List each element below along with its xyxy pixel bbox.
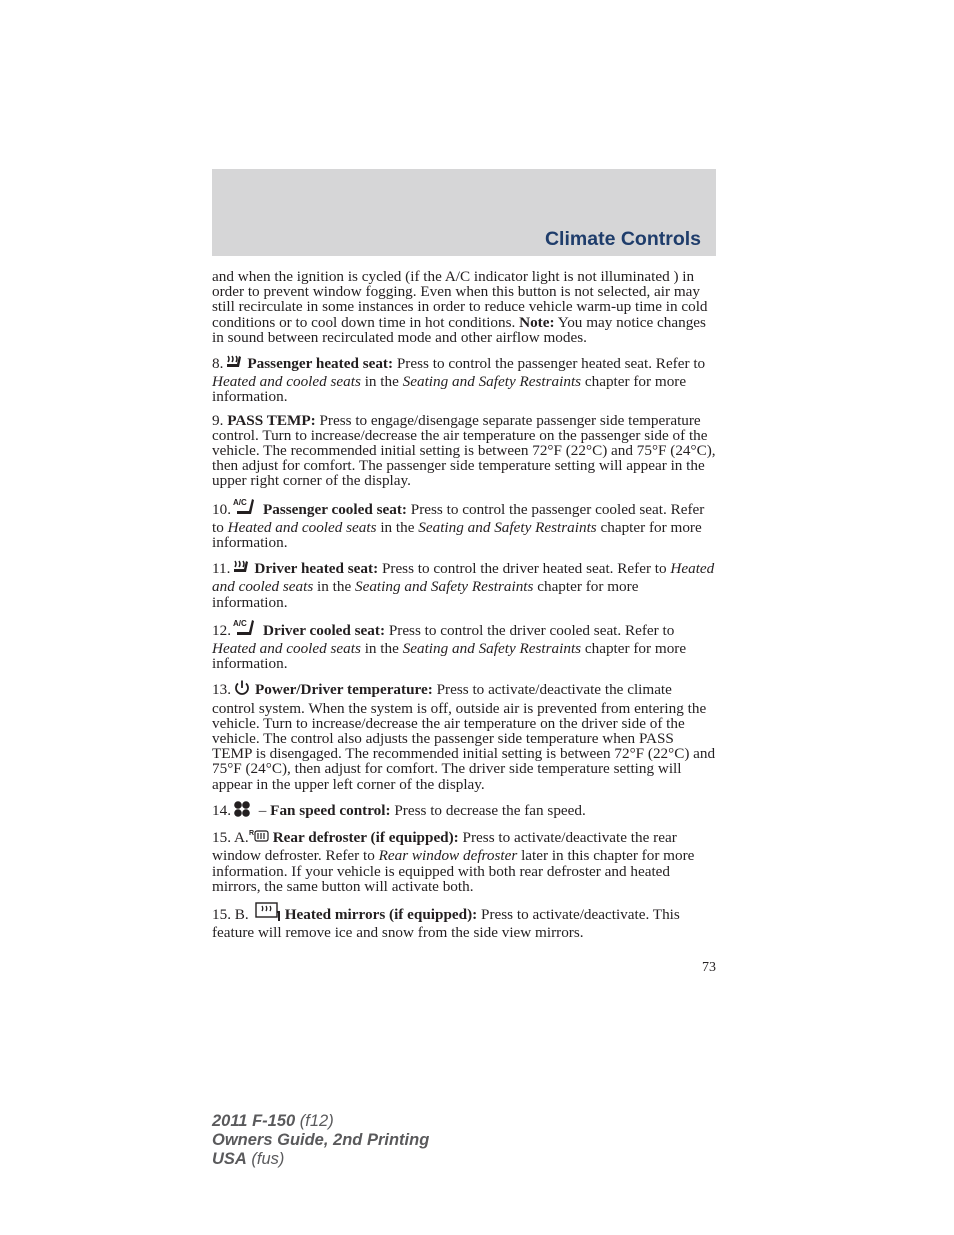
item-number: 11. xyxy=(212,560,231,578)
item-text: Press to activate/deactivate the climate control system. When the system is off, outside air is prevented from entering the vehicle. Turn to increase/decrease the air temperature on the driver side of the vehicle. The control also adjusts the passenger side temperature when PASS TEMP is disengaged. The recommended initial setting is between 72°F (22°C) and 75°F (24°C), then adjust for comfort. The driver side temperature setting will appear in the upper left corner of the display. xyxy=(212,681,716,793)
heated-seat-icon xyxy=(232,558,250,579)
item-text: in the xyxy=(360,640,403,658)
item-text: chapter for more information. xyxy=(212,578,639,611)
footer-code: (f12) xyxy=(295,1112,334,1130)
item-power-driver-temperature xyxy=(212,679,716,791)
section-title: Climate Controls xyxy=(544,228,701,250)
item-pass-temp xyxy=(212,413,716,489)
intro-text: and when the ignition is cycled (if the A/C indicator light is not illuminated ) in order to prevent window fogging. Even when this button is not selected, air may still recirculate in some instances in order to reduce vehicle warm-up time in cold conditions or to cool down time in hot conditions. xyxy=(212,268,708,331)
item-label: Driver heated seat: xyxy=(254,560,379,578)
intro-text-2: You may notice changes in sound between recirculated mode and other airflow modes. xyxy=(212,313,706,346)
rear-defroster-icon xyxy=(249,829,269,848)
item-label: Driver cooled seat: xyxy=(262,621,386,639)
item-text: in the xyxy=(376,518,419,536)
item-ref: Heated and cooled seats xyxy=(212,640,361,658)
section-header-band xyxy=(212,169,716,256)
footer-region-code: (fus) xyxy=(246,1150,285,1168)
svg-text:A/C: A/C xyxy=(232,618,247,628)
fan-icon xyxy=(233,800,251,821)
dash: – xyxy=(254,801,271,819)
footer-line-3 xyxy=(212,1150,429,1169)
item-number: 8. xyxy=(212,355,224,373)
item-number: 15. A. xyxy=(212,829,249,847)
footer-line-2 xyxy=(212,1131,429,1150)
item-driver-heated-seat xyxy=(212,558,716,610)
item-text: Press to control the passenger cooled seat. Refer to xyxy=(212,500,705,536)
heated-mirror-icon xyxy=(255,902,281,925)
item-ref: Heated and cooled seats xyxy=(227,518,377,536)
item-label: PASS TEMP: xyxy=(227,411,316,429)
item-ref: Heated and cooled seats xyxy=(212,560,715,596)
cooled-seat-icon xyxy=(233,497,259,520)
item-ref: Rear window defroster xyxy=(378,847,518,865)
item-label: Fan speed control: xyxy=(270,801,391,819)
item-number: 10. xyxy=(212,500,231,518)
item-label: Power/Driver temperature: xyxy=(254,681,433,699)
item-number: 9. xyxy=(212,411,224,429)
page-number: 73 xyxy=(702,960,716,975)
power-icon xyxy=(233,679,251,700)
footer xyxy=(212,1112,429,1169)
cooled-seat-icon xyxy=(233,618,259,641)
item-text: in the xyxy=(360,373,403,391)
item-driver-cooled-seat xyxy=(212,618,716,672)
item-rear-defroster xyxy=(212,829,716,894)
item-number: 12. xyxy=(212,621,231,639)
item-number: 14. xyxy=(212,801,231,819)
item-text: Press to control the passenger heated seat. Refer to xyxy=(393,355,706,373)
footer-model: 2011 F-150 xyxy=(212,1112,296,1130)
item-text: Press to control the driver cooled seat. Refer to xyxy=(385,621,675,639)
item-ref: Seating and Safety Restraints xyxy=(402,640,582,658)
item-ref: Seating and Safety Restraints xyxy=(402,373,582,391)
item-text: Press to activate/deactivate the rear window defroster. Refer to xyxy=(212,829,677,865)
item-ref: Seating and Safety Restraints xyxy=(355,578,534,596)
item-label: Rear defroster (if equipped): xyxy=(272,829,459,847)
item-text: Press to control the driver heated seat. Refer to xyxy=(378,560,671,578)
item-text: chapter for more information. xyxy=(212,640,687,673)
item-text: later in this chapter for more information. If your vehicle is equipped with both rear defroster and heated mirrors, the same button will activate both. xyxy=(212,847,695,895)
item-heated-mirrors xyxy=(212,902,716,940)
item-text: Press to decrease the fan speed. xyxy=(390,801,586,819)
svg-text:R: R xyxy=(248,830,254,838)
item-ref: Seating and Safety Restraints xyxy=(418,518,597,536)
item-number: 13. xyxy=(212,681,231,699)
item-label: Passenger cooled seat: xyxy=(262,500,407,518)
svg-text:A/C: A/C xyxy=(232,497,247,507)
heated-seat-icon xyxy=(225,353,243,374)
footer-line-1 xyxy=(212,1112,429,1131)
footer-guide: Owners Guide, 2nd Printing xyxy=(212,1131,430,1149)
footer-region: USA xyxy=(212,1150,247,1168)
item-text: Press to engage/disengage separate passenger side temperature control. Turn to increase/decrease the air temperature on the passenger side of the vehicle. The recommended initial setting is between 72°F (22°C) and 75°F (24°C), then adjust for comfort. The passenger side temperature setting will appear in the upper right corner of the display. xyxy=(212,411,716,490)
item-text: Press to activate/deactivate. This feature will remove ice and snow from the side view mirrors. xyxy=(212,905,680,942)
item-label: Heated mirrors (if equipped): xyxy=(284,905,478,923)
page-content xyxy=(212,269,716,948)
note-label: Note: xyxy=(519,313,555,331)
item-ref: Heated and cooled seats xyxy=(212,373,361,391)
item-number: 15. B. xyxy=(212,905,249,923)
item-passenger-cooled-seat xyxy=(212,497,716,551)
item-passenger-heated-seat xyxy=(212,353,716,405)
intro-paragraph xyxy=(212,269,716,345)
item-label: Passenger heated seat: xyxy=(247,355,394,373)
item-text: in the xyxy=(313,578,355,596)
item-text: chapter for more information. xyxy=(212,518,702,552)
item-text: chapter for more information. xyxy=(212,373,687,406)
item-fan-speed-control xyxy=(212,800,716,821)
